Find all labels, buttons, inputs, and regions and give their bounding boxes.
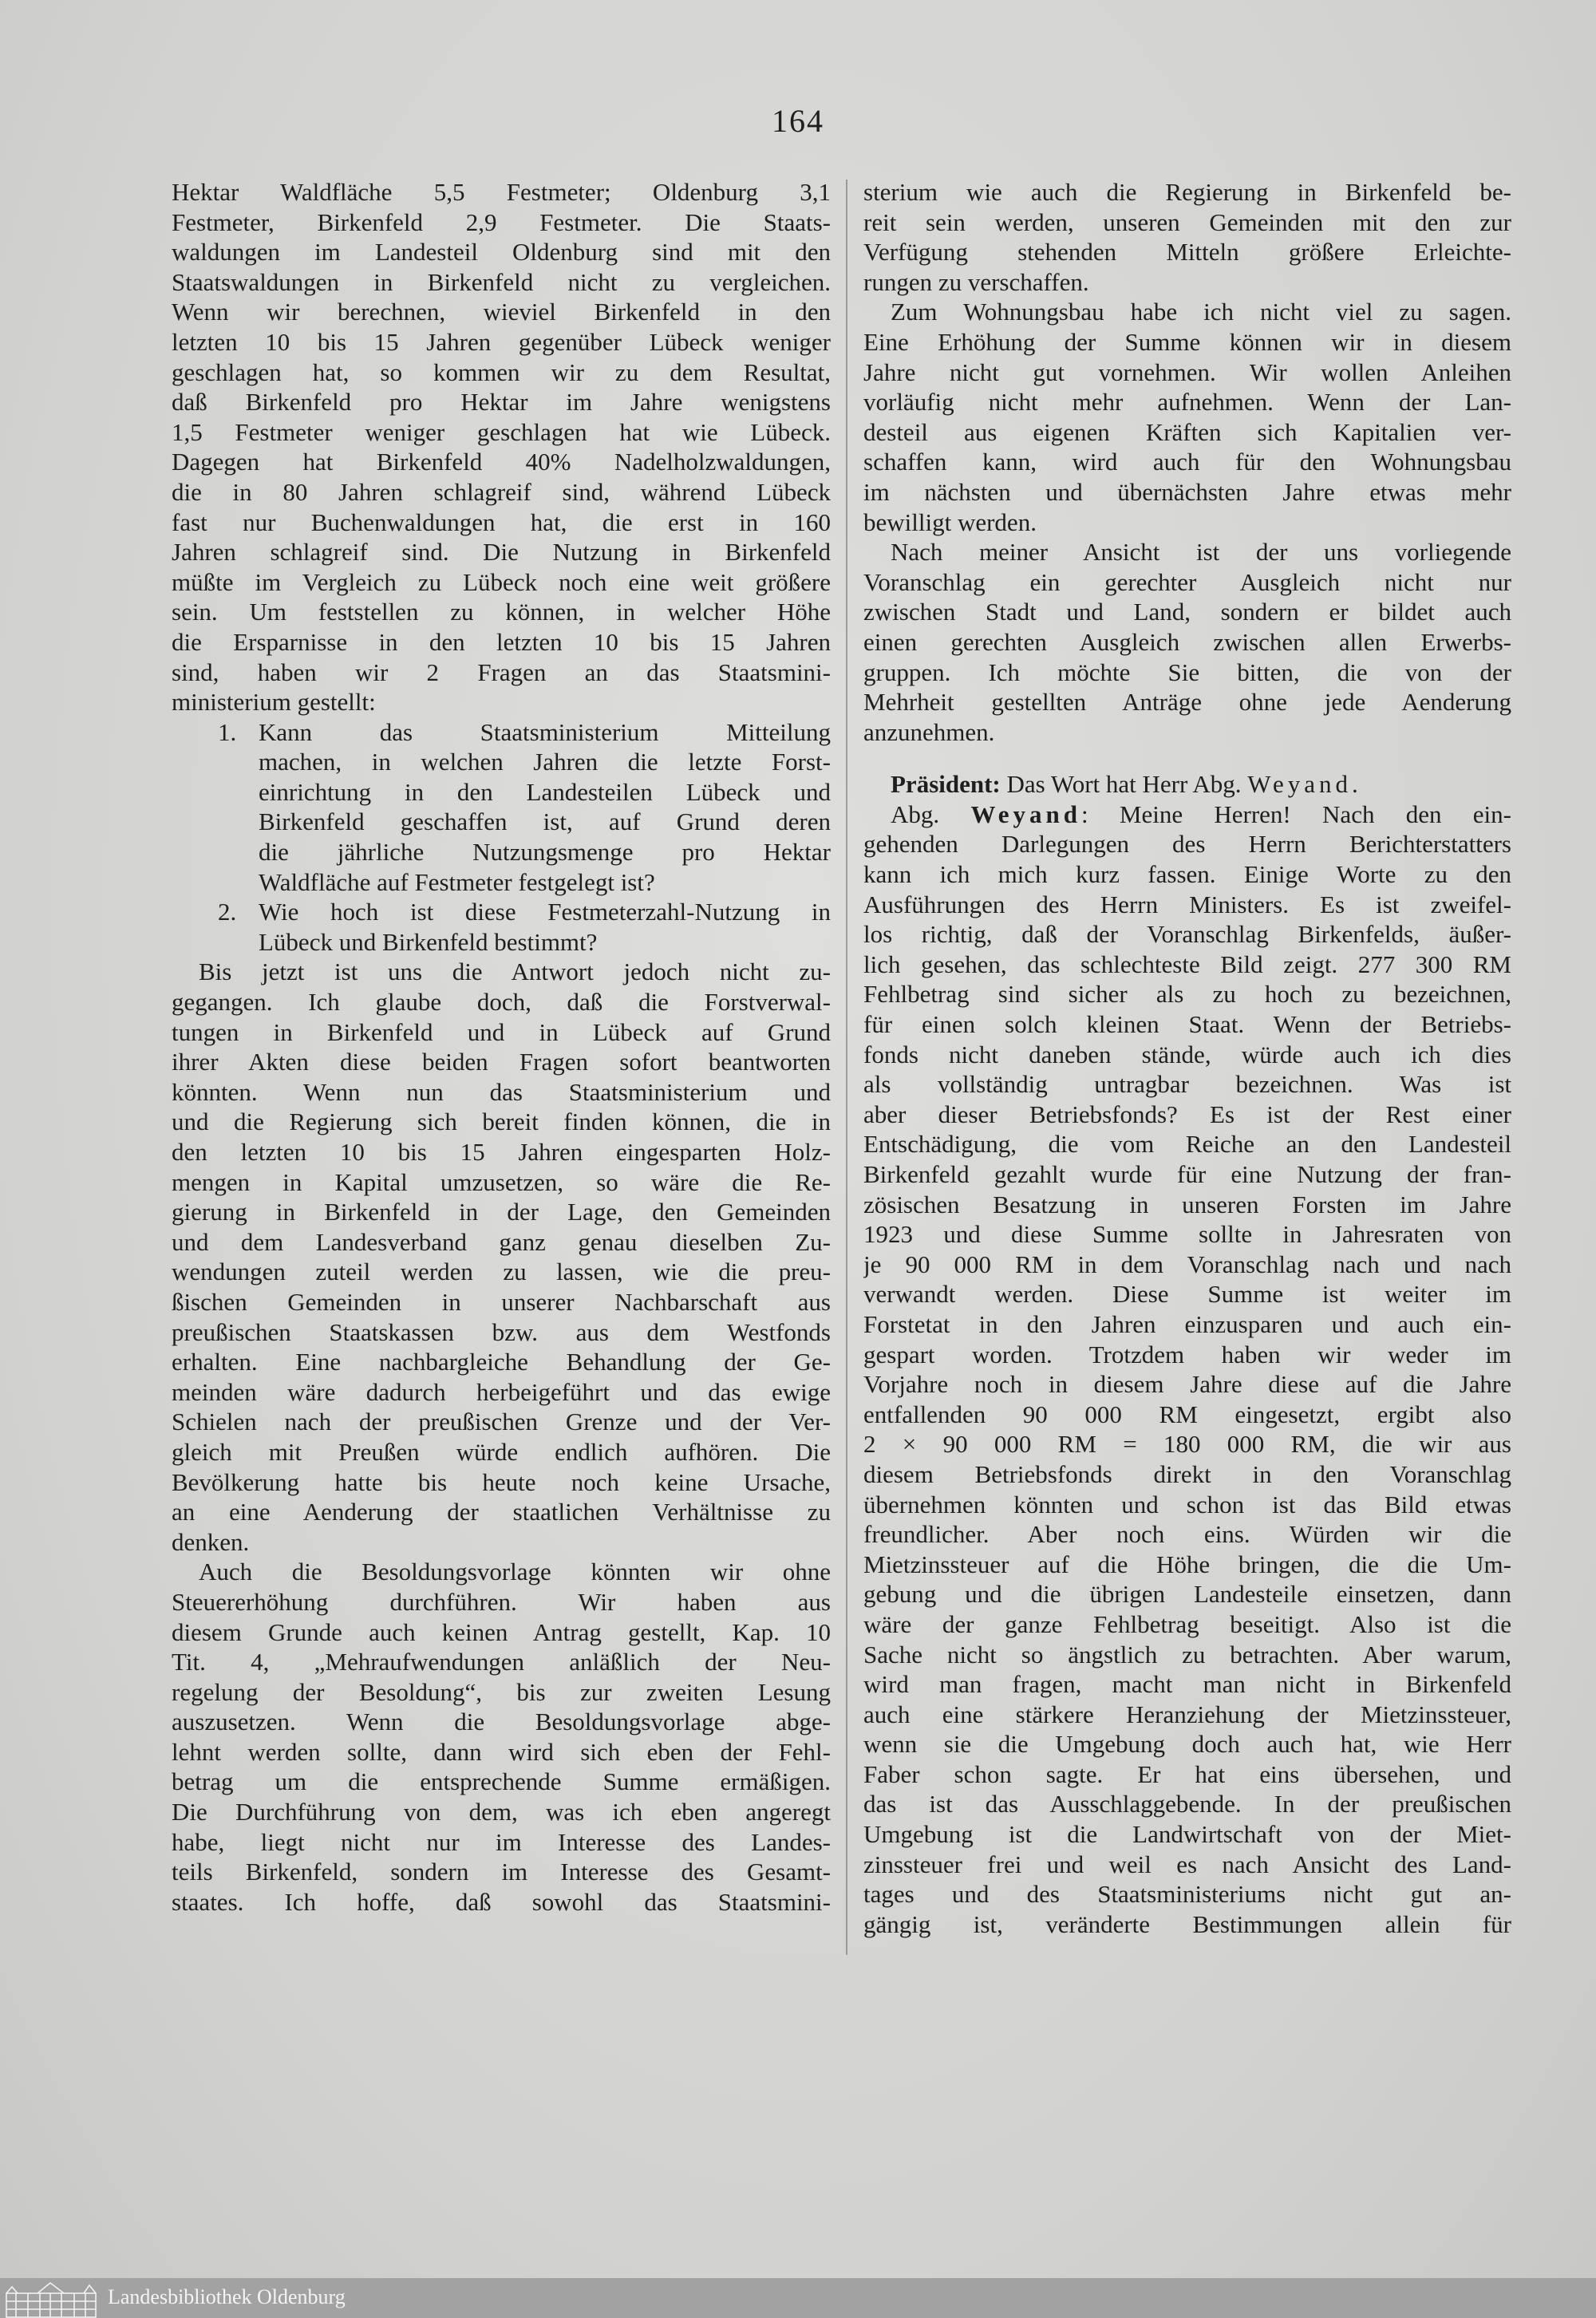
text-line: daß Birkenfeld pro Hektar im Jahre wenigstens: [172, 388, 831, 417]
speaker-name: Präsident:: [891, 770, 1001, 799]
text-line: Hektar Waldfläche 5,5 Festmeter; Oldenburg 3,1: [172, 178, 831, 206]
text-line: Voranschlag ein gerechter Ausgleich nicht nur: [863, 567, 1511, 596]
text-line: Zum Wohnungsbau habe ich nicht viel zu sagen.: [891, 298, 1511, 326]
text-line: habe, liegt nicht nur im Interesse des Landes-: [172, 1827, 831, 1856]
text-line: die jährliche Nutzungsmenge pro Hektar: [259, 838, 831, 867]
text-line: Umgebung ist die Landwirtschaft von der Miet-: [863, 1820, 1511, 1849]
text-line: sterium wie auch die Regierung in Birkenfeld be-: [863, 178, 1511, 206]
text-line: teils Birkenfeld, sondern im Interesse des Gesamt-: [172, 1858, 831, 1886]
text-line: Festmeter, Birkenfeld 2,9 Festmeter. Die Staats-: [172, 207, 831, 236]
text-line: gängig ist, veränderte Bestimmungen allein für: [863, 1909, 1511, 1938]
text-line: vorläufig nicht mehr aufnehmen. Wenn der Lan-: [863, 388, 1511, 417]
text-line: übernehmen könnten und schon ist das Bild etwas: [863, 1490, 1511, 1518]
text-line: 1923 und diese Summe sollte in Jahresraten von: [863, 1220, 1511, 1249]
paragraph: [863, 800, 1511, 1940]
right-column: [863, 177, 1511, 1939]
speaker-prefix: Abg.: [891, 800, 971, 828]
text-line: einrichtung in den Landesteilen Lübeck und: [259, 777, 831, 806]
text-line: für einen solch kleinen Staat. Wenn der Betriebs-: [863, 1010, 1511, 1039]
text-line: Die Durchführung von dem, was ich eben angeregt: [172, 1798, 831, 1826]
text-line: wendungen zuteil werden zu lassen, wie die preu-: [172, 1258, 831, 1286]
text-line: freundlicher. Aber noch eins. Würden wir die: [863, 1520, 1511, 1549]
text-line: und die Regierung sich bereit finden können, die in: [172, 1108, 831, 1136]
text-line: preußischen Staatskassen bzw. aus dem Westfonds: [172, 1317, 831, 1346]
text-line: ministerium gestellt:: [172, 688, 376, 717]
library-name: Landesbibliothek Oldenburg: [108, 2285, 346, 2308]
text-line: als vollständig untragbar bezeichnen. Was ist: [863, 1070, 1511, 1099]
text-line: anzunehmen.: [863, 717, 995, 746]
text-line: gierung in Birkenfeld in der Lage, den Gemeinden: [172, 1198, 831, 1226]
text-line: gruppen. Ich möchte Sie bitten, die von der: [863, 657, 1511, 686]
text-line: Sache nicht so ängstlich zu betrachten. Aber warum,: [863, 1640, 1511, 1668]
text-line: bewilligt werden.: [863, 507, 1037, 536]
list-number: 2.: [218, 898, 237, 926]
text-line: Jahre nicht gut vornehmen. Wir wollen Anleihen: [863, 357, 1511, 386]
text-line: los richtig, daß der Voranschlag Birkenfelds, äußer-: [863, 920, 1511, 949]
text-line: Nach meiner Ansicht ist der uns vorliegende: [891, 538, 1511, 567]
text-line: die in 80 Jahren schlagreif sind, während Lübeck: [172, 477, 831, 506]
text-line: Entschädigung, die vom Reiche an den Landesteil: [863, 1130, 1511, 1159]
text-line: auch eine stärkere Heranziehung der Mietzinssteuer,: [863, 1700, 1511, 1728]
text-line: tages und des Staatsministeriums nicht gut an-: [863, 1880, 1511, 1909]
text-line: mengen in Kapital umzusetzen, so wäre die Re-: [172, 1167, 831, 1196]
text-line: Waldfläche auf Festmeter festgelegt ist?: [259, 867, 655, 896]
text-line: Forstetat in den Jahren einzusparen und auch ein-: [863, 1309, 1511, 1338]
text-line: Birkenfeld gezahlt wurde für eine Nutzung der fran-: [863, 1160, 1511, 1188]
text-line: ßischen Gemeinden in unserer Nachbarschaft aus: [172, 1287, 831, 1316]
text-line: Birkenfeld geschaffen ist, auf Grund deren: [259, 808, 831, 836]
text-line: Faber schon sagte. Er hat eins übersehen, und: [863, 1759, 1511, 1788]
text-line: lich gesehen, das schlechteste Bild zeigt. 277 300 RM: [863, 950, 1511, 978]
speaker-name: Weyand: [970, 800, 1081, 828]
text-line: rungen zu verschaffen.: [863, 267, 1089, 296]
text-line: regelung der Besoldung“, bis zur zweiten Lesung: [172, 1677, 831, 1706]
text-line: Staatswaldungen in Birkenfeld nicht zu vergleichen.: [172, 267, 831, 296]
text-line: schaffen kann, wird auch für den Wohnungsbau: [863, 448, 1511, 476]
text-line: tungen in Birkenfeld und in Lübeck auf Grund: [172, 1017, 831, 1046]
text-line: gespart worden. Trotzdem haben wir weder im: [863, 1340, 1511, 1368]
paragraph-gap: [863, 747, 1511, 769]
footer-bar: [0, 2278, 1596, 2318]
text-line: Vorjahre noch in diesem Jahre diese auf die Jahre: [863, 1370, 1511, 1399]
text-line: einen gerechten Ausgleich zwischen allen Erwerbs-: [863, 627, 1511, 656]
text-line: desteil aus eigenen Kräften sich Kapitalien ver-: [863, 417, 1511, 446]
text-line: auszusetzen. Wenn die Besoldungsvorlage abge-: [172, 1708, 831, 1736]
text-line: Mietzinssteuer auf die Höhe bringen, die die Um-: [863, 1550, 1511, 1578]
text-line: Verfügung stehenden Mitteln größere Erleichte-: [863, 238, 1511, 267]
column-divider: [846, 180, 847, 1955]
text-line: kann ich mich kurz fassen. Einige Worte zu den: [863, 860, 1511, 889]
text-line: Eine Erhöhung der Summe können wir in diesem: [863, 327, 1511, 356]
text-line: an eine Aenderung der staatlichen Verhältnisse zu: [172, 1498, 831, 1526]
text-line: Schielen nach der preußischen Grenze und der Ver-: [172, 1408, 831, 1436]
paragraph: [172, 957, 831, 1557]
text-line: lehnt werden sollte, dann wird sich eben der Fehl-: [172, 1737, 831, 1766]
paragraph: [863, 177, 1511, 297]
text-line: zösischen Besatzung in unseren Forsten im Jahre: [863, 1190, 1511, 1218]
text-line: Kann das Staatsministerium Mitteilung: [259, 717, 831, 746]
speaker-line: [863, 769, 1511, 800]
text-line: fonds nicht daneben stände, würde auch ich dies: [863, 1040, 1511, 1068]
speaker-called-name: Weyand.: [1247, 770, 1362, 799]
text-line: 2 × 90 000 RM = 180 000 RM, die wir aus: [863, 1430, 1511, 1459]
text-line: betrag um die entsprechende Summe ermäßigen.: [172, 1767, 831, 1796]
text-line: die Ersparnisse in den letzten 10 bis 15 Jahren: [172, 627, 831, 656]
text-line: gleich mit Preußen würde endlich aufhören. Die: [172, 1437, 831, 1466]
text-line: sein. Um feststellen zu können, in welcher Höhe: [172, 598, 831, 626]
text-line: Steuererhöhung durchführen. Wir haben aus: [172, 1587, 831, 1616]
text-line: geschlagen hat, so kommen wir zu dem Resultat,: [172, 357, 831, 386]
text-line: ihrer Akten diese beiden Fragen sofort beantworten: [172, 1048, 831, 1076]
text-line: staates. Ich hoffe, daß sowohl das Staatsmini-: [172, 1887, 831, 1916]
text-line: machen, in welchen Jahren die letzte Forst-: [259, 748, 831, 776]
text-line: das ist das Ausschlaggebende. In der preußischen: [863, 1790, 1511, 1818]
paragraph: [172, 1557, 831, 1917]
text-line: reit sein werden, unseren Gemeinden mit den zur: [863, 207, 1511, 236]
text-line: wenn sie die Umgebung doch auch hat, wie Herr: [863, 1730, 1511, 1759]
speaker-text: Das Wort hat Herr Abg.: [1000, 770, 1248, 799]
text-line: müßte im Vergleich zu Lübeck noch eine weit größere: [172, 567, 831, 596]
text-line: meinden wäre dadurch herbeigeführt und das ewige: [172, 1377, 831, 1406]
text-line: diesem Grunde auch keinen Antrag gestellt, Kap. 10: [172, 1617, 831, 1646]
text-line: gebung und die übrigen Landesteile einsetzen, dann: [863, 1580, 1511, 1609]
text-line: im nächsten und übernächsten Jahre etwas mehr: [863, 477, 1511, 506]
text-line: den letzten 10 bis 15 Jahren eingesparten Holz-: [172, 1138, 831, 1166]
text-line: entfallenden 90 000 RM eingesetzt, ergibt also: [863, 1400, 1511, 1428]
text-line: Mehrheit gestellten Anträge ohne jede Aenderung: [863, 688, 1511, 717]
text-line: erhalten. Eine nachbargleiche Behandlung der Ge-: [172, 1348, 831, 1376]
text-line: diesem Betriebsfonds direkt in den Voranschlag: [863, 1459, 1511, 1488]
page-number: 164: [772, 103, 824, 139]
text-line: je 90 000 RM in dem Voranschlag nach und nach: [863, 1250, 1511, 1278]
paragraph: [863, 297, 1511, 537]
text-line: Lübeck und Birkenfeld bestimmt?: [259, 927, 598, 956]
left-column: [172, 177, 831, 1917]
library-building-logo: [4, 2280, 98, 2318]
text-line: 1,5 Festmeter weniger geschlagen hat wie Lübeck.: [172, 417, 831, 446]
text-line: zinssteuer frei und weil es nach Ansicht des Land-: [863, 1850, 1511, 1878]
text-line: Dagegen hat Birkenfeld 40% Nadelholzwaldungen,: [172, 448, 831, 476]
list-item: [172, 897, 831, 957]
text-line: Ausführungen des Herrn Ministers. Es ist zweifel-: [863, 890, 1511, 918]
text-line: Wenn wir berechnen, wieviel Birkenfeld in den: [172, 298, 831, 326]
text-line: letzten 10 bis 15 Jahren gegenüber Lübeck weniger: [172, 327, 831, 356]
line-text: : Meine Herren! Nach den ein-: [1080, 800, 1511, 828]
text-line: gehenden Darlegungen des Herrn Berichterstatters: [863, 830, 1511, 859]
text-line: sind, haben wir 2 Fragen an das Staatsmini-: [172, 657, 831, 686]
text-line: Fehlbetrag sind sicher als zu hoch zu bezeichnen,: [863, 980, 1511, 1009]
text-line: Jahren schlagreif sind. Die Nutzung in Birkenfeld: [172, 538, 831, 567]
text-line: aber dieser Betriebsfonds? Es ist der Rest einer: [863, 1100, 1511, 1128]
text-line: Bevölkerung hatte bis heute noch keine Ursache,: [172, 1467, 831, 1496]
text-line: [863, 800, 1511, 830]
text-line: zwischen Stadt und Land, sondern er bildet auch: [863, 598, 1511, 626]
text-line: und dem Landesverband ganz genau dieselben Zu-: [172, 1227, 831, 1256]
text-line: wird man fragen, macht man nicht in Birkenfeld: [863, 1670, 1511, 1699]
text-line: gegangen. Ich glaube doch, daß die Forstverwal-: [172, 988, 831, 1017]
text-line: denken.: [172, 1527, 250, 1556]
text-line: waldungen im Landesteil Oldenburg sind mit den: [172, 238, 831, 267]
list-number: 1.: [218, 717, 237, 746]
text-line: Wie hoch ist diese Festmeterzahl-Nutzung in: [259, 898, 831, 926]
text-line: könnten. Wenn nun das Staatsministerium und: [172, 1077, 831, 1106]
text-line: Bis jetzt ist uns die Antwort jedoch nicht zu-: [199, 958, 831, 986]
text-line: verwandt werden. Diese Summe ist weiter im: [863, 1280, 1511, 1309]
text-line: Auch die Besoldungsvorlage könnten wir ohne: [199, 1558, 831, 1586]
paragraph: [172, 177, 831, 717]
paragraph: [863, 537, 1511, 747]
list-item: [172, 717, 831, 898]
text-line: fast nur Buchenwaldungen hat, die erst in 160: [172, 507, 831, 536]
text-line: Tit. 4, „Mehraufwendungen anläßlich der Neu-: [172, 1648, 831, 1676]
text-line: wäre der ganze Fehlbetrag beseitigt. Also ist die: [863, 1609, 1511, 1638]
